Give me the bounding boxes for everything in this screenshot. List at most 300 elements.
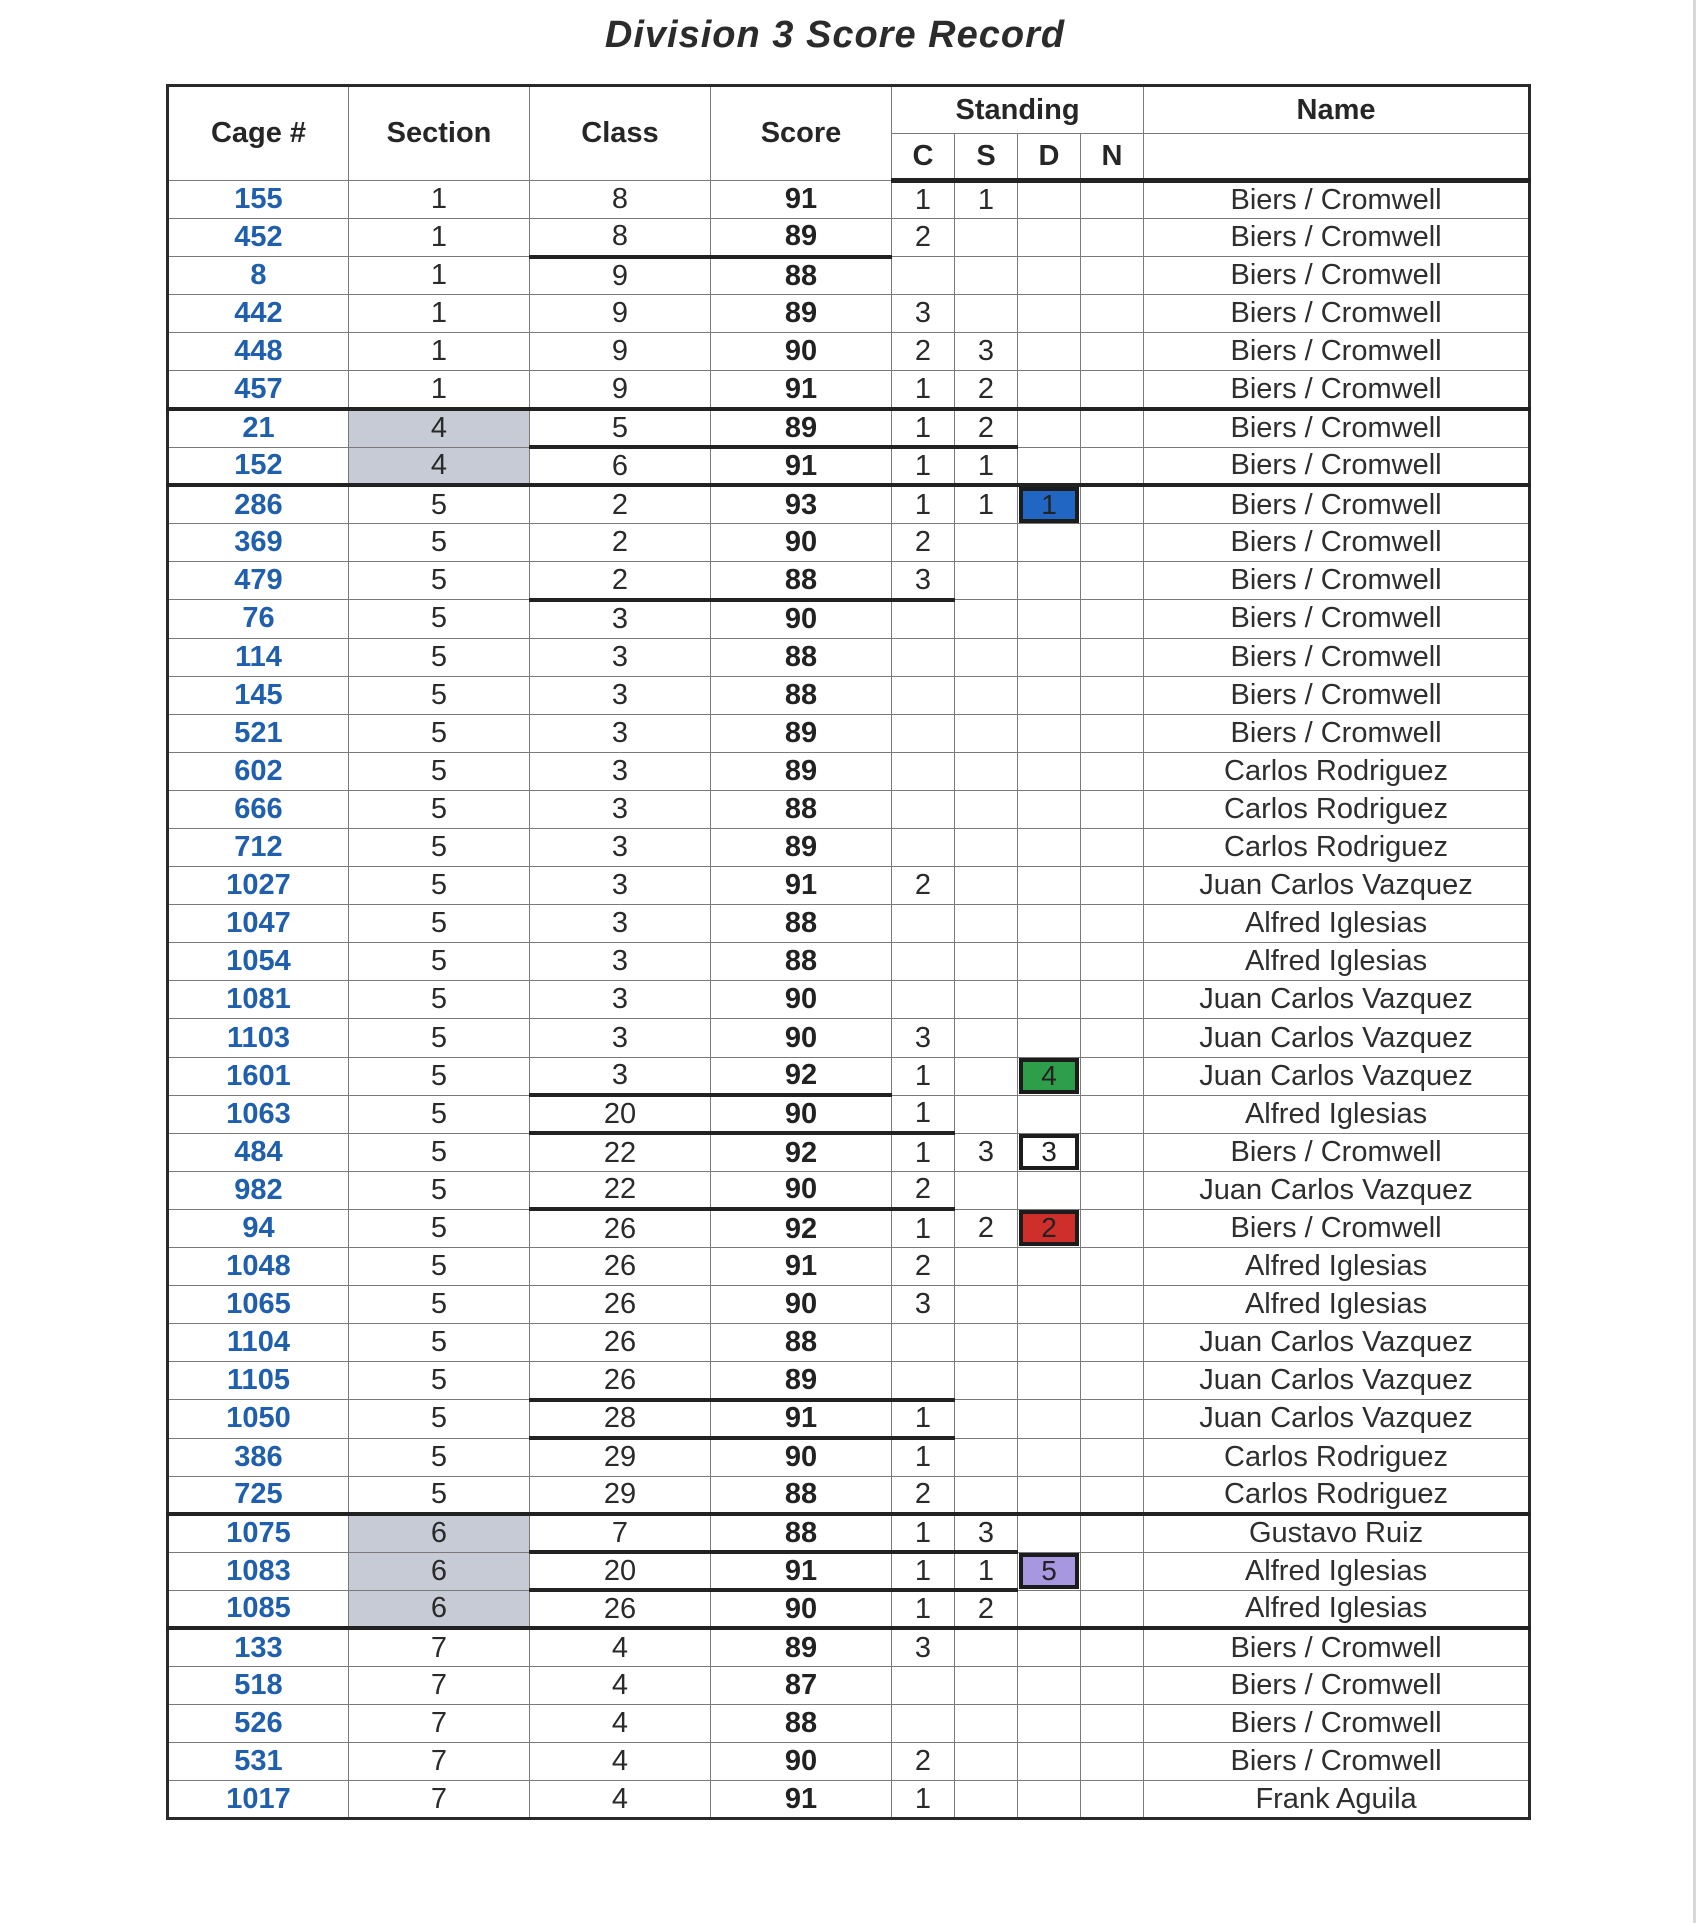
standing-n-cell: [1081, 1362, 1144, 1400]
cage-cell: 155: [168, 181, 349, 219]
standing-c-cell: [892, 676, 955, 714]
column-header-score: Score: [711, 86, 892, 181]
standing-s-cell: 2: [955, 1209, 1018, 1247]
column-header-standing-c: C: [892, 134, 955, 181]
cage-cell: 712: [168, 829, 349, 867]
table-row: [168, 333, 1530, 371]
table-row: [168, 867, 1530, 905]
standing-n-cell: [1081, 485, 1144, 524]
standing-c-cell: 3: [892, 295, 955, 333]
score-cell: 90: [711, 600, 892, 638]
section-cell: 7: [349, 1667, 530, 1705]
score-cell: 89: [711, 752, 892, 790]
score-cell: 90: [711, 1590, 892, 1628]
standing-d-cell: [1018, 1248, 1081, 1286]
standing-n-cell: [1081, 524, 1144, 562]
standing-d-cell: [1018, 562, 1081, 600]
standing-n-cell: [1081, 371, 1144, 409]
section-cell: 1: [349, 181, 530, 219]
standing-d-cell: [1018, 1552, 1081, 1590]
standing-n-cell: [1081, 1133, 1144, 1171]
standing-c-cell: 1: [892, 1781, 955, 1819]
section-cell: 5: [349, 752, 530, 790]
section-cell: 5: [349, 600, 530, 638]
standing-n-cell: [1081, 1019, 1144, 1057]
table-row: [168, 1171, 1530, 1209]
standing-s-cell: [955, 943, 1018, 981]
class-cell: 4: [530, 1743, 711, 1781]
cage-cell: 1085: [168, 1590, 349, 1628]
standing-s-cell: [955, 600, 1018, 638]
score-cell: 88: [711, 562, 892, 600]
score-cell: 88: [711, 638, 892, 676]
class-cell: 3: [530, 752, 711, 790]
standing-d-cell: [1018, 790, 1081, 828]
division-rank-badge: 3: [1019, 1134, 1079, 1170]
score-cell: 90: [711, 981, 892, 1019]
class-cell: 4: [530, 1667, 711, 1705]
class-cell: 3: [530, 943, 711, 981]
standing-d-cell: [1018, 905, 1081, 943]
table-row: [168, 181, 1530, 219]
table-row: [168, 524, 1530, 562]
standing-n-cell: [1081, 981, 1144, 1019]
table-row: [168, 1552, 1530, 1590]
table-row: [168, 829, 1530, 867]
class-cell: 5: [530, 409, 711, 447]
cage-cell: 1017: [168, 1781, 349, 1819]
page-edge: [1693, 0, 1696, 1923]
section-cell: 6: [349, 1552, 530, 1590]
standing-s-cell: [955, 562, 1018, 600]
table-row: [168, 562, 1530, 600]
table-row: [168, 1400, 1530, 1438]
standing-n-cell: [1081, 562, 1144, 600]
name-cell: Juan Carlos Vazquez: [1144, 981, 1530, 1019]
section-cell: 5: [349, 1248, 530, 1286]
standing-d-cell: [1018, 638, 1081, 676]
section-cell: 5: [349, 867, 530, 905]
class-cell: 4: [530, 1781, 711, 1819]
section-cell: 1: [349, 257, 530, 295]
score-cell: 90: [711, 1438, 892, 1476]
standing-c-cell: 1: [892, 1400, 955, 1438]
name-cell: Biers / Cromwell: [1144, 714, 1530, 752]
name-cell: Alfred Iglesias: [1144, 1286, 1530, 1324]
division-rank-badge: 1: [1019, 487, 1079, 523]
standing-c-cell: [892, 943, 955, 981]
cage-cell: 133: [168, 1628, 349, 1666]
class-cell: 28: [530, 1400, 711, 1438]
cage-cell: 369: [168, 524, 349, 562]
standing-n-cell: [1081, 829, 1144, 867]
table-row: [168, 1476, 1530, 1514]
table-row: [168, 1209, 1530, 1247]
class-cell: 9: [530, 295, 711, 333]
cage-cell: 1048: [168, 1248, 349, 1286]
section-cell: 4: [349, 447, 530, 485]
cage-cell: 1081: [168, 981, 349, 1019]
standing-c-cell: 1: [892, 181, 955, 219]
table-row: [168, 1324, 1530, 1362]
section-cell: 5: [349, 905, 530, 943]
score-cell: 88: [711, 676, 892, 714]
score-cell: 91: [711, 371, 892, 409]
name-cell: Carlos Rodriguez: [1144, 1438, 1530, 1476]
table-body: [168, 181, 1530, 1819]
standing-d-cell: [1018, 1362, 1081, 1400]
score-cell: 92: [711, 1133, 892, 1171]
standing-n-cell: [1081, 295, 1144, 333]
cage-cell: 1075: [168, 1514, 349, 1552]
standing-s-cell: [955, 524, 1018, 562]
standing-d-cell: [1018, 714, 1081, 752]
standing-n-cell: [1081, 714, 1144, 752]
standing-d-cell: [1018, 1743, 1081, 1781]
class-cell: 7: [530, 1514, 711, 1552]
standing-c-cell: 2: [892, 219, 955, 257]
standing-d-cell: [1018, 1095, 1081, 1133]
section-cell: 6: [349, 1514, 530, 1552]
table-row: [168, 1057, 1530, 1095]
score-cell: 88: [711, 1324, 892, 1362]
standing-n-cell: [1081, 1248, 1144, 1286]
standing-s-cell: [955, 1438, 1018, 1476]
class-cell: 3: [530, 829, 711, 867]
standing-d-cell: [1018, 257, 1081, 295]
section-cell: 5: [349, 1095, 530, 1133]
column-header-standing-s: S: [955, 134, 1018, 181]
section-cell: 5: [349, 829, 530, 867]
cage-cell: 76: [168, 600, 349, 638]
standing-c-cell: [892, 257, 955, 295]
standing-d-cell: [1018, 1133, 1081, 1171]
standing-c-cell: 1: [892, 1514, 955, 1552]
standing-c-cell: 1: [892, 1133, 955, 1171]
standing-s-cell: [955, 1362, 1018, 1400]
standing-s-cell: 1: [955, 447, 1018, 485]
standing-n-cell: [1081, 943, 1144, 981]
standing-s-cell: [955, 867, 1018, 905]
name-cell: Biers / Cromwell: [1144, 181, 1530, 219]
standing-c-cell: 3: [892, 1019, 955, 1057]
standing-d-cell: [1018, 943, 1081, 981]
name-cell: Biers / Cromwell: [1144, 676, 1530, 714]
standing-n-cell: [1081, 219, 1144, 257]
standing-n-cell: [1081, 905, 1144, 943]
standing-s-cell: 1: [955, 485, 1018, 524]
score-cell: 89: [711, 219, 892, 257]
section-cell: 5: [349, 1133, 530, 1171]
standing-c-cell: [892, 1362, 955, 1400]
class-cell: 8: [530, 219, 711, 257]
standing-d-cell: [1018, 1019, 1081, 1057]
standing-c-cell: 1: [892, 1438, 955, 1476]
class-cell: 3: [530, 981, 711, 1019]
standing-n-cell: [1081, 1743, 1144, 1781]
standing-d-cell: [1018, 829, 1081, 867]
standing-d-cell: [1018, 1171, 1081, 1209]
score-cell: 89: [711, 714, 892, 752]
score-cell: 89: [711, 409, 892, 447]
standing-s-cell: 2: [955, 371, 1018, 409]
standing-s-cell: [955, 1781, 1018, 1819]
table-row: [168, 981, 1530, 1019]
cage-cell: 521: [168, 714, 349, 752]
cage-cell: 1103: [168, 1019, 349, 1057]
standing-c-cell: 1: [892, 371, 955, 409]
standing-n-cell: [1081, 1514, 1144, 1552]
standing-n-cell: [1081, 333, 1144, 371]
standing-s-cell: [955, 1019, 1018, 1057]
section-cell: 7: [349, 1781, 530, 1819]
standing-c-cell: 1: [892, 1552, 955, 1590]
table-row: [168, 1248, 1530, 1286]
section-cell: 1: [349, 219, 530, 257]
division-rank-badge: 4: [1019, 1058, 1079, 1094]
cage-cell: 145: [168, 676, 349, 714]
standing-n-cell: [1081, 676, 1144, 714]
standing-d-cell: [1018, 447, 1081, 485]
standing-d-cell: [1018, 524, 1081, 562]
score-cell: 89: [711, 829, 892, 867]
standing-n-cell: [1081, 447, 1144, 485]
standing-c-cell: 2: [892, 1248, 955, 1286]
score-cell: 87: [711, 1667, 892, 1705]
section-cell: 5: [349, 1362, 530, 1400]
standing-d-cell: [1018, 1400, 1081, 1438]
standing-n-cell: [1081, 1476, 1144, 1514]
section-cell: 5: [349, 790, 530, 828]
cage-cell: 448: [168, 333, 349, 371]
cage-cell: 386: [168, 1438, 349, 1476]
table-row: [168, 752, 1530, 790]
table-row: [168, 905, 1530, 943]
standing-s-cell: [955, 714, 1018, 752]
table-row: [168, 485, 1530, 524]
section-cell: 7: [349, 1705, 530, 1743]
name-cell: Biers / Cromwell: [1144, 295, 1530, 333]
score-cell: 89: [711, 1628, 892, 1666]
column-header-class: Class: [530, 86, 711, 181]
cage-cell: 1104: [168, 1324, 349, 1362]
column-header-standing: Standing: [892, 86, 1144, 134]
standing-c-cell: [892, 790, 955, 828]
standing-n-cell: [1081, 1781, 1144, 1819]
standing-n-cell: [1081, 1438, 1144, 1476]
standing-c-cell: 2: [892, 524, 955, 562]
class-cell: 3: [530, 790, 711, 828]
cage-cell: 526: [168, 1705, 349, 1743]
cage-cell: 152: [168, 447, 349, 485]
standing-s-cell: [955, 1400, 1018, 1438]
score-cell: 90: [711, 1743, 892, 1781]
column-header-section: Section: [349, 86, 530, 181]
standing-c-cell: 1: [892, 1209, 955, 1247]
cage-cell: 1083: [168, 1552, 349, 1590]
standing-s-cell: [955, 676, 1018, 714]
name-cell: Alfred Iglesias: [1144, 1552, 1530, 1590]
score-record-table: [166, 84, 1531, 1820]
name-cell: Juan Carlos Vazquez: [1144, 1019, 1530, 1057]
name-cell: Alfred Iglesias: [1144, 1248, 1530, 1286]
standing-d-cell: [1018, 1705, 1081, 1743]
class-cell: 3: [530, 714, 711, 752]
name-cell: Frank Aguila: [1144, 1781, 1530, 1819]
table-row: [168, 1628, 1530, 1666]
score-cell: 90: [711, 1019, 892, 1057]
standing-s-cell: [955, 752, 1018, 790]
section-cell: 5: [349, 943, 530, 981]
standing-d-cell: [1018, 867, 1081, 905]
standing-c-cell: 2: [892, 1171, 955, 1209]
cage-cell: 1601: [168, 1057, 349, 1095]
score-cell: 92: [711, 1057, 892, 1095]
name-cell: Biers / Cromwell: [1144, 1705, 1530, 1743]
class-cell: 29: [530, 1438, 711, 1476]
class-cell: 3: [530, 1057, 711, 1095]
table-row: [168, 943, 1530, 981]
class-cell: 20: [530, 1095, 711, 1133]
section-cell: 1: [349, 295, 530, 333]
score-cell: 88: [711, 257, 892, 295]
cage-cell: 452: [168, 219, 349, 257]
standing-n-cell: [1081, 790, 1144, 828]
score-cell: 90: [711, 1095, 892, 1133]
class-cell: 2: [530, 485, 711, 524]
cage-cell: 531: [168, 1743, 349, 1781]
standing-n-cell: [1081, 257, 1144, 295]
division-rank-badge: 5: [1019, 1553, 1079, 1589]
score-cell: 90: [711, 1171, 892, 1209]
standing-c-cell: 1: [892, 1057, 955, 1095]
standing-s-cell: [955, 257, 1018, 295]
name-cell: Carlos Rodriguez: [1144, 829, 1530, 867]
standing-s-cell: [955, 905, 1018, 943]
name-cell: Juan Carlos Vazquez: [1144, 1400, 1530, 1438]
name-cell: Biers / Cromwell: [1144, 219, 1530, 257]
cage-cell: 1105: [168, 1362, 349, 1400]
standing-s-cell: [955, 1324, 1018, 1362]
score-cell: 89: [711, 1362, 892, 1400]
standing-d-cell: [1018, 485, 1081, 524]
class-cell: 3: [530, 600, 711, 638]
table-row: [168, 447, 1530, 485]
standing-s-cell: 3: [955, 1133, 1018, 1171]
standing-c-cell: 3: [892, 1286, 955, 1324]
name-cell: Biers / Cromwell: [1144, 485, 1530, 524]
standing-n-cell: [1081, 638, 1144, 676]
standing-n-cell: [1081, 409, 1144, 447]
class-cell: 26: [530, 1248, 711, 1286]
class-cell: 2: [530, 562, 711, 600]
standing-n-cell: [1081, 1552, 1144, 1590]
standing-n-cell: [1081, 1628, 1144, 1666]
standing-c-cell: [892, 981, 955, 1019]
cage-cell: 725: [168, 1476, 349, 1514]
class-cell: 26: [530, 1362, 711, 1400]
name-cell: Juan Carlos Vazquez: [1144, 1362, 1530, 1400]
score-cell: 92: [711, 1209, 892, 1247]
standing-n-cell: [1081, 1057, 1144, 1095]
name-cell: Alfred Iglesias: [1144, 905, 1530, 943]
standing-c-cell: 2: [892, 333, 955, 371]
table-row: [168, 714, 1530, 752]
standing-d-cell: [1018, 600, 1081, 638]
standing-c-cell: [892, 829, 955, 867]
class-cell: 29: [530, 1476, 711, 1514]
standing-c-cell: [892, 714, 955, 752]
standing-s-cell: [955, 1171, 1018, 1209]
standing-c-cell: [892, 752, 955, 790]
standing-n-cell: [1081, 1590, 1144, 1628]
standing-d-cell: [1018, 1476, 1081, 1514]
class-cell: 26: [530, 1324, 711, 1362]
score-cell: 88: [711, 943, 892, 981]
table-row: [168, 295, 1530, 333]
class-cell: 22: [530, 1171, 711, 1209]
score-cell: 91: [711, 1400, 892, 1438]
standing-c-cell: 3: [892, 1628, 955, 1666]
cage-cell: 442: [168, 295, 349, 333]
standing-s-cell: 2: [955, 1590, 1018, 1628]
table-row: [168, 676, 1530, 714]
standing-s-cell: 1: [955, 1552, 1018, 1590]
standing-c-cell: [892, 638, 955, 676]
table-row: [168, 1705, 1530, 1743]
standing-s-cell: [955, 1628, 1018, 1666]
table-row: [168, 1667, 1530, 1705]
cage-cell: 94: [168, 1209, 349, 1247]
division-rank-badge: 2: [1019, 1210, 1079, 1246]
cage-cell: 286: [168, 485, 349, 524]
section-cell: 5: [349, 1209, 530, 1247]
standing-d-cell: [1018, 371, 1081, 409]
class-cell: 3: [530, 1019, 711, 1057]
standing-n-cell: [1081, 181, 1144, 219]
standing-s-cell: [955, 790, 1018, 828]
table-row: [168, 600, 1530, 638]
standing-d-cell: [1018, 295, 1081, 333]
section-cell: 5: [349, 981, 530, 1019]
table-row: [168, 1438, 1530, 1476]
name-cell: Biers / Cromwell: [1144, 257, 1530, 295]
standing-c-cell: 2: [892, 867, 955, 905]
standing-s-cell: [955, 829, 1018, 867]
cage-cell: 479: [168, 562, 349, 600]
table-row: [168, 638, 1530, 676]
standing-s-cell: [955, 1705, 1018, 1743]
class-cell: 6: [530, 447, 711, 485]
section-cell: 1: [349, 371, 530, 409]
cage-cell: 484: [168, 1133, 349, 1171]
page-title: Division 3 Score Record: [604, 14, 1066, 56]
standing-n-cell: [1081, 1171, 1144, 1209]
standing-s-cell: [955, 219, 1018, 257]
standing-s-cell: [955, 981, 1018, 1019]
section-cell: 5: [349, 1476, 530, 1514]
class-cell: 9: [530, 371, 711, 409]
name-cell: Juan Carlos Vazquez: [1144, 867, 1530, 905]
class-cell: 9: [530, 333, 711, 371]
name-cell: Carlos Rodriguez: [1144, 752, 1530, 790]
standing-d-cell: [1018, 1514, 1081, 1552]
standing-s-cell: [955, 1476, 1018, 1514]
name-cell: Juan Carlos Vazquez: [1144, 1324, 1530, 1362]
standing-n-cell: [1081, 1324, 1144, 1362]
section-cell: 5: [349, 1286, 530, 1324]
standing-s-cell: 3: [955, 333, 1018, 371]
